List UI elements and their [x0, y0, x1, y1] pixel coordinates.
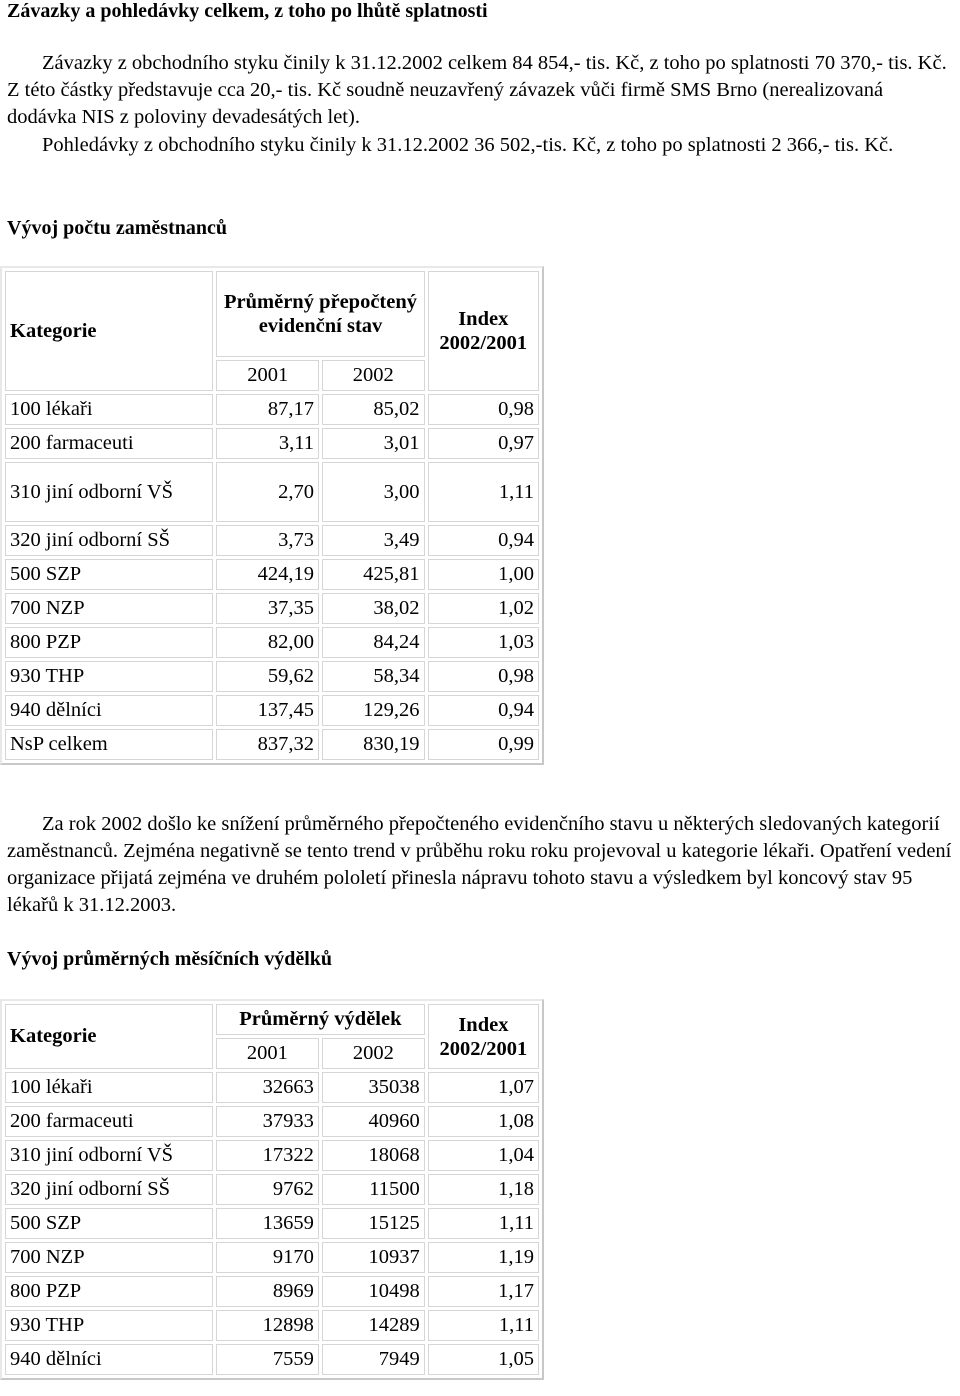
- value-2001-cell: 37,35: [216, 593, 319, 624]
- index-cell: 1,00: [428, 559, 539, 590]
- table-row: [5, 1106, 539, 1137]
- value-2002-cell: 14289: [322, 1310, 425, 1341]
- value-2001-cell: 37933: [216, 1106, 319, 1137]
- value-2001-cell: 837,32: [216, 729, 319, 760]
- table-row: [5, 1072, 539, 1103]
- paragraph-employees-commentary: Za rok 2002 došlo ke snížení průměrného přepočteného evidenčního stavu u některých sledovaných kategorií zaměstnanců. Zejména negativně se tento trend v průběhu roku roku projevoval u kategorie lékaři. Opatření vedení organizace přijatá zejména ve druhém pololetí přinesla nápravu tohoto stavu a výsledkem byl koncový stav 95 lékařů k 31.12.2003.: [7, 813, 952, 916]
- category-cell: 100 lékaři: [5, 394, 213, 425]
- value-2002-cell: 129,26: [322, 695, 425, 726]
- index-cell: 1,04: [428, 1140, 539, 1171]
- value-2002-cell: 35038: [322, 1072, 425, 1103]
- paragraph-receivables: Pohledávky z obchodního styku činily k 31.12.2002 36 502,-tis. Kč, z toho po splatnosti 2 366,- tis. Kč.: [42, 134, 894, 156]
- value-2001-cell: 8969: [216, 1276, 319, 1307]
- table-row: [5, 729, 539, 760]
- value-2002-cell: 10937: [322, 1242, 425, 1273]
- table-row: [5, 462, 539, 522]
- index-cell: 1,11: [428, 1310, 539, 1341]
- table-row: [5, 1310, 539, 1341]
- value-2001-cell: 12898: [216, 1310, 319, 1341]
- category-cell: 800 PZP: [5, 1276, 213, 1307]
- value-2001-cell: 9762: [216, 1174, 319, 1205]
- table-row: [5, 1242, 539, 1273]
- earnings-table: [0, 999, 544, 1380]
- header-year-2002: 2002: [322, 1038, 425, 1069]
- category-cell: 500 SZP: [5, 1208, 213, 1239]
- table-row: [5, 593, 539, 624]
- value-2002-cell: 3,01: [322, 428, 425, 459]
- table-row: [5, 1344, 539, 1375]
- header-average-headcount: Průměrný přepočtený evidenční stav: [216, 271, 424, 357]
- value-2001-cell: 3,73: [216, 525, 319, 556]
- value-2001-cell: 59,62: [216, 661, 319, 692]
- index-cell: 1,11: [428, 1208, 539, 1239]
- table-row: [5, 428, 539, 459]
- table-row: [5, 1140, 539, 1171]
- header-year-2001: 2001: [216, 360, 319, 391]
- index-cell: 0,98: [428, 394, 539, 425]
- value-2002-cell: 18068: [322, 1140, 425, 1171]
- table-row: [5, 525, 539, 556]
- earnings-table-body: [5, 1072, 539, 1375]
- index-cell: 1,05: [428, 1344, 539, 1375]
- value-2001-cell: 7559: [216, 1344, 319, 1375]
- header-year-2002: 2002: [322, 360, 425, 391]
- category-cell: 940 dělníci: [5, 1344, 213, 1375]
- value-2002-cell: 15125: [322, 1208, 425, 1239]
- value-2002-cell: 58,34: [322, 661, 425, 692]
- value-2002-cell: 830,19: [322, 729, 425, 760]
- value-2001-cell: 13659: [216, 1208, 319, 1239]
- category-cell: 320 jiní odborní SŠ: [5, 1174, 213, 1205]
- table-row: [5, 394, 539, 425]
- category-cell: 500 SZP: [5, 559, 213, 590]
- header-category: Kategorie: [5, 1004, 213, 1069]
- category-cell: 700 NZP: [5, 1242, 213, 1273]
- index-cell: 1,07: [428, 1072, 539, 1103]
- table-row: [5, 1174, 539, 1205]
- category-cell: 310 jiní odborní VŠ: [5, 462, 213, 522]
- employees-table: [0, 266, 544, 765]
- category-cell: 310 jiní odborní VŠ: [5, 1140, 213, 1171]
- value-2002-cell: 3,00: [322, 462, 425, 522]
- value-2002-cell: 85,02: [322, 394, 425, 425]
- index-cell: 0,99: [428, 729, 539, 760]
- index-cell: 1,11: [428, 462, 539, 522]
- category-cell: 930 THP: [5, 661, 213, 692]
- table-row: [5, 661, 539, 692]
- value-2002-cell: 40960: [322, 1106, 425, 1137]
- category-cell: NsP celkem: [5, 729, 213, 760]
- section-heading-employees: Vývoj počtu zaměstnanců: [7, 217, 227, 239]
- index-cell: 1,03: [428, 627, 539, 658]
- category-cell: 200 farmaceuti: [5, 1106, 213, 1137]
- index-cell: 1,19: [428, 1242, 539, 1273]
- index-cell: 0,94: [428, 695, 539, 726]
- value-2002-cell: 84,24: [322, 627, 425, 658]
- value-2001-cell: 2,70: [216, 462, 319, 522]
- value-2002-cell: 11500: [322, 1174, 425, 1205]
- category-cell: 940 dělníci: [5, 695, 213, 726]
- value-2001-cell: 82,00: [216, 627, 319, 658]
- index-cell: 0,94: [428, 525, 539, 556]
- value-2001-cell: 9170: [216, 1242, 319, 1273]
- value-2002-cell: 38,02: [322, 593, 425, 624]
- index-cell: 1,08: [428, 1106, 539, 1137]
- table-row: [5, 1208, 539, 1239]
- table-row: [5, 627, 539, 658]
- employees-table-body: [5, 394, 539, 760]
- section-heading-earnings: Vývoj průměrných měsíčních výdělků: [7, 948, 332, 970]
- value-2002-cell: 10498: [322, 1276, 425, 1307]
- index-cell: 0,98: [428, 661, 539, 692]
- index-cell: 0,97: [428, 428, 539, 459]
- value-2001-cell: 32663: [216, 1072, 319, 1103]
- header-index: Index 2002/2001: [428, 1004, 539, 1069]
- header-category: Kategorie: [5, 271, 213, 391]
- header-index: Index 2002/2001: [428, 271, 539, 391]
- table-row: [5, 559, 539, 590]
- paragraph-liabilities: Závazky z obchodního styku činily k 31.12.2002 celkem 84 854,- tis. Kč, z toho po splatnosti 70 370,- tis. Kč. Z této částky představuje cca 20,- tis. Kč soudně neuzavřený závazek vůči firmě SMS Brno (nerealizovaná dodávka NIS z poloviny devadesátých let).: [7, 52, 947, 128]
- category-cell: 930 THP: [5, 1310, 213, 1341]
- value-2001-cell: 17322: [216, 1140, 319, 1171]
- index-cell: 1,02: [428, 593, 539, 624]
- header-year-2001: 2001: [216, 1038, 319, 1069]
- value-2001-cell: 424,19: [216, 559, 319, 590]
- value-2002-cell: 425,81: [322, 559, 425, 590]
- table-row: [5, 1276, 539, 1307]
- value-2001-cell: 87,17: [216, 394, 319, 425]
- category-cell: 320 jiní odborní SŠ: [5, 525, 213, 556]
- category-cell: 800 PZP: [5, 627, 213, 658]
- value-2002-cell: 3,49: [322, 525, 425, 556]
- value-2001-cell: 3,11: [216, 428, 319, 459]
- value-2002-cell: 7949: [322, 1344, 425, 1375]
- category-cell: 200 farmaceuti: [5, 428, 213, 459]
- section-heading-liabilities: Závazky a pohledávky celkem, z toho po lhůtě splatnosti: [7, 0, 488, 22]
- index-cell: 1,18: [428, 1174, 539, 1205]
- category-cell: 700 NZP: [5, 593, 213, 624]
- index-cell: 1,17: [428, 1276, 539, 1307]
- value-2001-cell: 137,45: [216, 695, 319, 726]
- table-row: [5, 695, 539, 726]
- category-cell: 100 lékaři: [5, 1072, 213, 1103]
- header-average-earnings: Průměrný výdělek: [216, 1004, 425, 1035]
